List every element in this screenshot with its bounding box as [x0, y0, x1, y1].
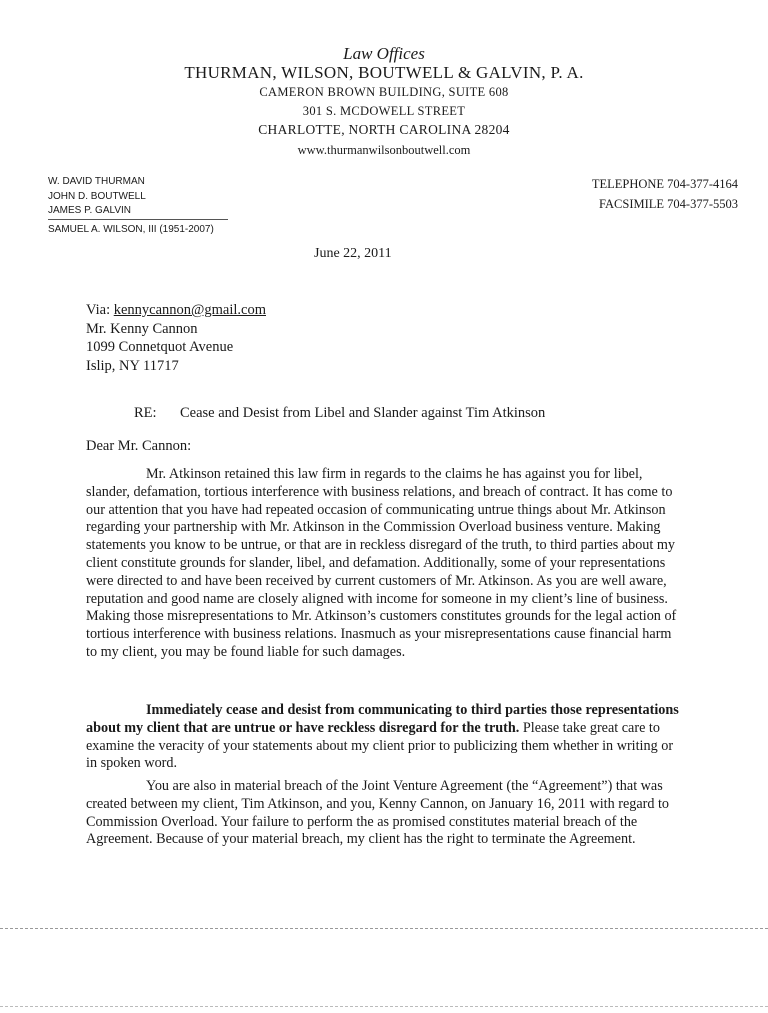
letter-date: June 22, 2011	[314, 246, 392, 261]
memorial-partner: SAMUEL A. WILSON, III (1951-2007)	[48, 224, 214, 235]
body-paragraph-1	[86, 466, 681, 662]
firm-website: www.thurmanwilsonboutwell.com	[297, 143, 471, 157]
recipient-city: Islip, NY 11717	[86, 357, 179, 374]
re-subject: Cease and Desist from Libel and Slander against Tim Atkinson	[180, 405, 546, 421]
recipient-email-link[interactable]: kennycannon@gmail.com	[113, 302, 266, 318]
law-offices-script: Law Offices	[343, 44, 425, 63]
address-street: 301 S. MCDOWELL STREET	[302, 104, 466, 118]
partners-divider	[48, 219, 228, 220]
partner-list	[48, 175, 146, 219]
page-break-rule	[0, 928, 768, 929]
facsimile: FACSIMILE 704-377-5503	[598, 197, 738, 211]
paragraph-text: You are also in material breach of the Joint Venture Agreement (the “Agreement”) that was created between my client, Tim Atkinson, and you, Kenny Cannon, on January 16, 2011 with regard to Commission Overload. Your failure to perform the as promised constitutes material breach of the Agreement. Because of your material breach, my client has the right to terminate the Agreement.	[86, 778, 670, 848]
contact-numbers	[592, 174, 738, 214]
body-paragraph-3	[86, 778, 681, 849]
firm-name: THURMAN, WILSON, BOUTWELL & GALVIN, P. A.	[184, 63, 584, 82]
partner-name: W. DAVID THURMAN	[48, 176, 145, 187]
salutation: Dear Mr. Cannon:	[86, 438, 192, 454]
via-line	[86, 301, 266, 320]
partner-name: JOHN D. BOUTWELL	[48, 190, 146, 202]
body-paragraph-2	[86, 702, 681, 773]
partner-name: JAMES P. GALVIN	[48, 205, 131, 216]
paragraph-text: Mr. Atkinson retained this law firm in regards to the claims he has against you for libel, slander, defamation, tortious interference with business relations, and breach of contract. It has come to our attention that you have had repeated occasion of communicating untrue things about Mr. Atkinson regarding your partnership with Mr. Atkinson in the Commission Overload business venture. Making statements you know to be untrue, or that are in reckless disregard of the truth, to third parties about my client constitute grounds for slander, libel, and defamation. Additionally, some of your representations were directed to and have been received by current customers of Mr. Atkinson. As you are well aware, reputation and good name are closely aligned with income for someone in my client’s line of business. Making those misrepresentations to Mr. Atkinson’s customers constitutes grounds for the legal action of tortious interference with business relations. Inasmuch as your misrepresentations cause financial harm to my client, you may be found liable for such damages.	[86, 466, 677, 660]
via-label: Via:	[86, 302, 114, 318]
re-label: RE:	[134, 405, 157, 421]
paragraph-continuation: Please take great care to examine the veracity of your statements about my client prior to publicizing them whether in writing or in spoken word.	[86, 719, 674, 772]
recipient-block	[86, 301, 266, 375]
cease-desist-demand: Immediately cease and desist from communicating to third parties those representations about my client that are untrue or have reckless disregard for the truth.	[86, 702, 679, 736]
address-building: CAMERON BROWN BUILDING, SUITE 608	[259, 85, 509, 99]
address-city: CHARLOTTE, NORTH CAROLINA 28204	[258, 122, 510, 137]
page-bottom-rule	[0, 1006, 768, 1007]
paragraph-text	[86, 702, 681, 773]
recipient-name: Mr. Kenny Cannon	[86, 320, 198, 337]
telephone: TELEPHONE 704-377-4164	[591, 177, 738, 191]
recipient-street: 1099 Connetquot Avenue	[86, 339, 234, 355]
